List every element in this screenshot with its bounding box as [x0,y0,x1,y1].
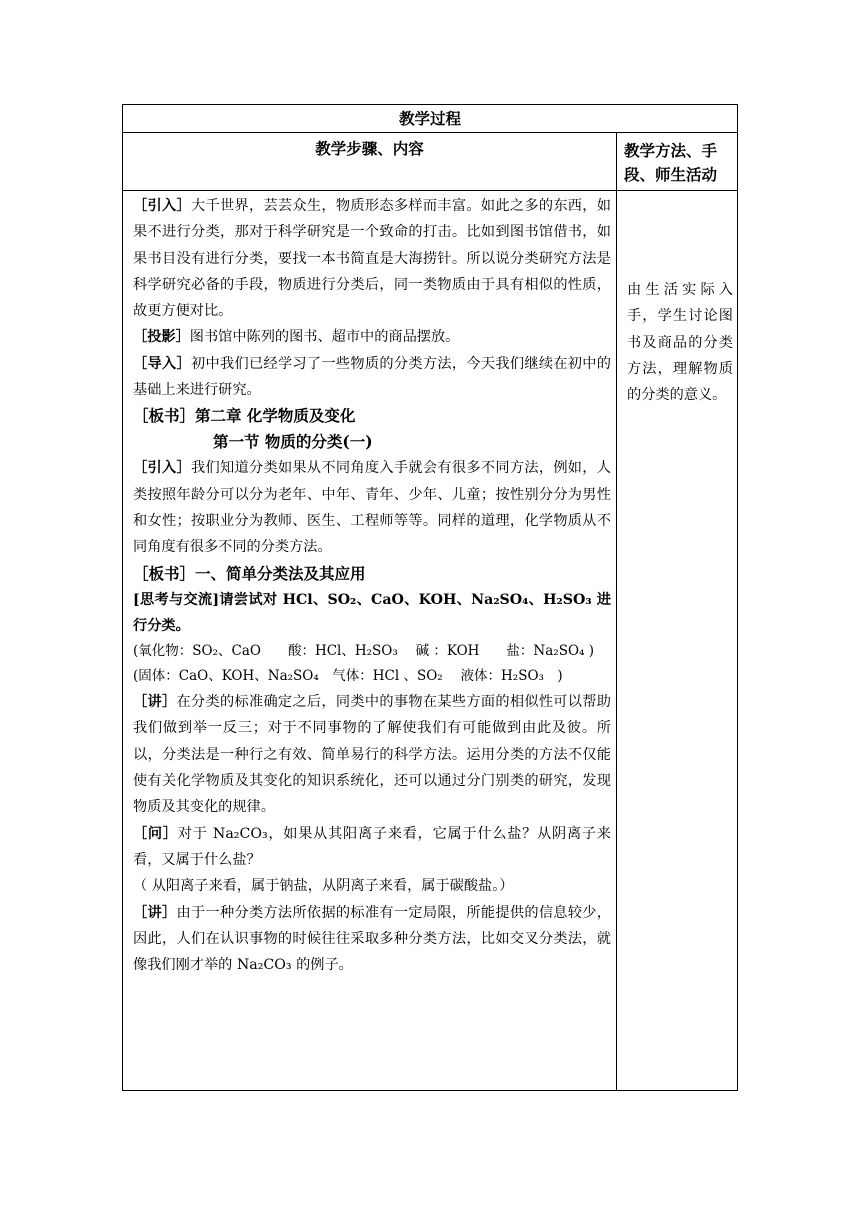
lesson-content [133,193,611,978]
board-section: 第一节 物质的分类(一) [213,432,373,452]
col-right-header: 教学方法、手段、师生活动 [624,141,718,184]
para-projection: ［投影］图书馆中陈列的图书、超市中的商品摆放。 [133,329,460,346]
para-classify-2: (固体：CaO、KOH、Na₂SO₄ 气体：HCl 、SO₂ 液体：H₂SO₃ ) [133,668,563,685]
para-lecture-1: ［讲］在分类的标准确定之后，同类中的事物在某些方面的相似性可以帮助我们做到举一反三；对于不同事物的了解使我们有可能做到由此及彼。所以，分类法是一种行之有效、简单易行的科学方法。运用分类的方法不仅能使有关化学物质及其变化的知识系统化，还可以通过分门别类的研究，发现物质及其变化的规律。 [133,694,611,816]
method-note: 由生活实际入手，学生讨论图书及商品的分类方法，理解物质的分类的意义。 [627,282,733,404]
para-classify-1: (氧化物：SO₂、CaO 酸：HCl、H₂SO₃ 碱 ：KOH 盐：Na₂SO₄ ) [133,643,594,660]
lesson-table [122,104,738,1091]
col-left-header: 教学步骤、内容 [315,139,424,158]
para-question: ［问］对于 Na₂CO₃，如果从其阳离子来看，它属于什么盐？从阴离子来看，又属于什么盐？ [133,825,611,868]
table-header-row [123,133,737,191]
table-title: 教学过程 [123,105,737,133]
para-lead-in: ［导入］初中我们已经学习了一些物质的分类方法，今天我们继续在初中的基础上来进行研究。 [133,355,611,399]
para-answer: （ 从阳离子来看，属于钠盐，从阴离子来看，属于碳酸盐。） [133,878,514,895]
para-intro: ［引入］大千世界，芸芸众生，物质形态多样而丰富。如此之多的东西，如果不进行分类，那对于科学研究是一个致命的打击。比如到图书馆借书，如果书目没有进行分类，要找一本书简直是大海捞针。所以说分类研究方法是科学研究必备的手段，物质进行分类后，同一类物质由于具有相似的性质，故更方便对比。 [133,198,611,320]
board-heading-1: ［板书］一、简单分类法及其应用 [133,563,366,583]
para-intro-2: ［引入］我们知道分类如果从不同角度入手就会有很多不同方法，例如，人类按照年龄分可以分为老年、中年、青年、少年、儿童；按性别分分为男性和女性；按职业分为教师、医生、工程师等等。同样的道理，化学物质从不同角度有很多不同的分类方法。 [133,460,611,556]
para-think-discuss: [思考与交流]请尝试对 HCl、SO₂、CaO、KOH、Na₂SO₄、H₂SO₃ 进行分类。 [133,591,611,634]
board-chapter: ［板书］第二章 化学物质及变化 [133,406,356,426]
para-lecture-2: ［讲］由于一种分类方法所依据的标准有一定局限，所能提供的信息较少，因此，人们在认识事物的时候往往采取多种分类方法，比如交叉分类法，就像我们刚才举的 Na₂CO₃ 的例子。 [133,904,611,974]
column-divider [616,133,617,1090]
